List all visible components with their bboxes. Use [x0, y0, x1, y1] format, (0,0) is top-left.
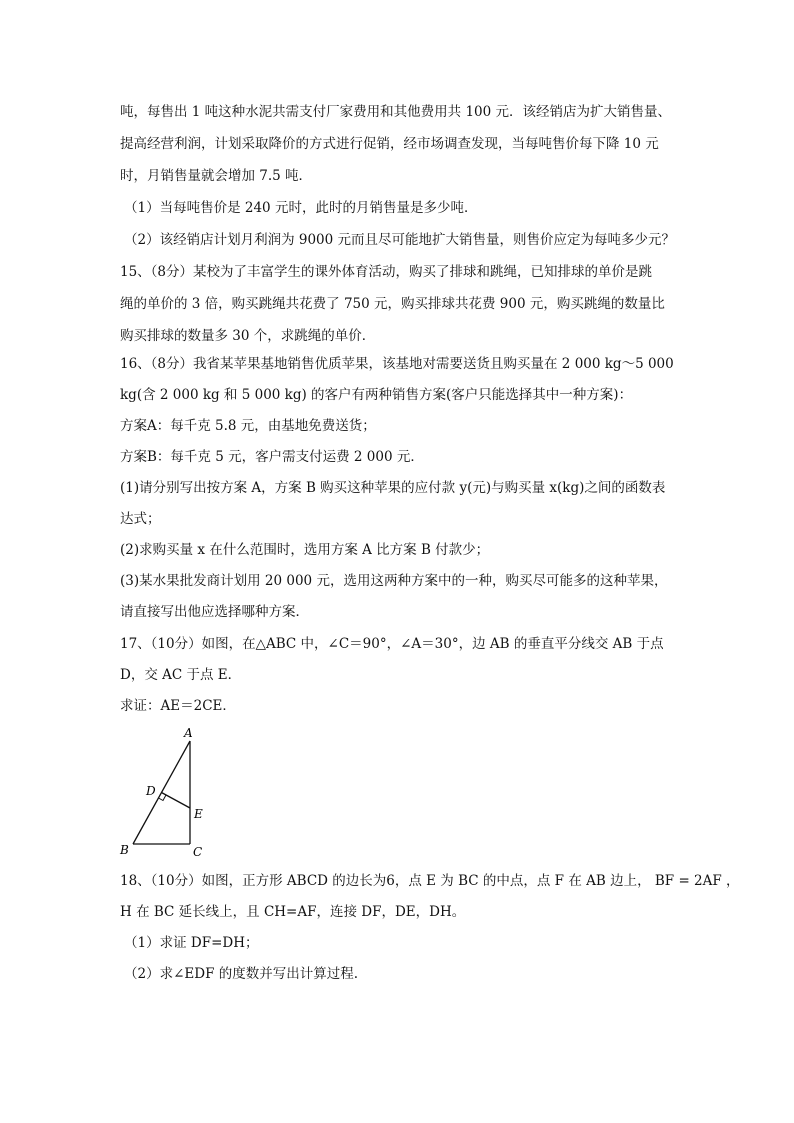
- question-15: 15、（8分）某校为了丰富学生的课外体育活动，购买了排球和跳绳，已知排球的单价是跳: [120, 264, 653, 280]
- question-16: 16、（8分）我省某苹果基地销售优质苹果，该基地对需要送货且购买量在 2 000 kg～5 000: [120, 356, 674, 372]
- text-line: 购买排球的数量多 30 个，求跳绳的单价．: [120, 328, 376, 344]
- text-line: H 在 BC 延长线上，且 CH=AF，连接 DF，DE，DH。: [120, 904, 466, 920]
- text-line: kg(含 2 000 kg 和 5 000 kg) 的客户有两种销售方案(客户只能选择其中一种方案)：: [120, 387, 633, 403]
- perpendicular-bisector-de: [162, 793, 191, 809]
- label-c: C: [193, 845, 203, 859]
- text-line: 时，月销售量就会增加 7.5 吨．: [120, 168, 313, 184]
- label-d: D: [146, 784, 156, 798]
- question-part: (3)某水果批发商计划用 20 000 元，选用这两种方案中的一种，购买尽可能多的这种苹果，: [120, 573, 668, 589]
- text-line: D，交 AC 于点 E．: [120, 667, 242, 683]
- question-part: （2）该经销店计划月利润为 9000 元而且尽可能地扩大销售量，则售价应定为每吨多少元？: [124, 232, 676, 248]
- text-line: 提高经营利润，计划采取降价的方式进行促销，经市场调查发现，当每吨售价每下降 10 元: [120, 136, 659, 152]
- text-line: 达式；: [120, 511, 161, 527]
- triangle-figure: [112, 726, 222, 860]
- plan-b: 方案B：每千克 5 元，客户需支付运费 2 000 元．: [120, 449, 424, 465]
- label-a: A: [184, 726, 193, 740]
- question-part: （2）求∠EDF 的度数并写出计算过程.: [124, 966, 359, 982]
- plan-a: 方案A：每千克 5.8 元，由基地免费送货；: [120, 418, 376, 434]
- question-part: (2)求购买量 x 在什么范围时，选用方案 A 比方案 B 付款少；: [120, 542, 490, 558]
- text-line: 绳的单价的 3 倍，购买跳绳共花费了 750 元，购买排球共花费 900 元，购买跳绳的数量比: [120, 296, 665, 312]
- proof-statement: 求证：AE＝2CE．: [120, 698, 236, 714]
- text-line: 请直接写出他应选择哪种方案．: [120, 604, 309, 620]
- question-18: 18、（10分）如图，正方形 ABCD 的边长为6，点 E 为 BC 的中点，点 F 在 AB 边上， BF = 2AF ，: [120, 873, 740, 889]
- question-part: （1）当每吨售价是 240 元时，此时的月销售量是多少吨．: [124, 200, 478, 216]
- question-17: 17、（10分）如图，在△ABC 中，∠C＝90°，∠A＝30°，边 AB 的垂直平分线交 AB 于点: [120, 636, 664, 652]
- question-part: （1）求证 DF=DH；: [124, 935, 259, 951]
- text-line: 吨，每售出 1 吨这种水泥共需支付厂家费用和其他费用共 100 元．该经销店为扩大销售量、: [120, 104, 672, 120]
- question-part: (1)请分别写出按方案 A，方案 B 购买这种苹果的应付款 y(元)与购买量 x(kg)之间的函数表: [120, 480, 666, 496]
- label-b: B: [120, 843, 129, 857]
- label-e: E: [194, 807, 203, 821]
